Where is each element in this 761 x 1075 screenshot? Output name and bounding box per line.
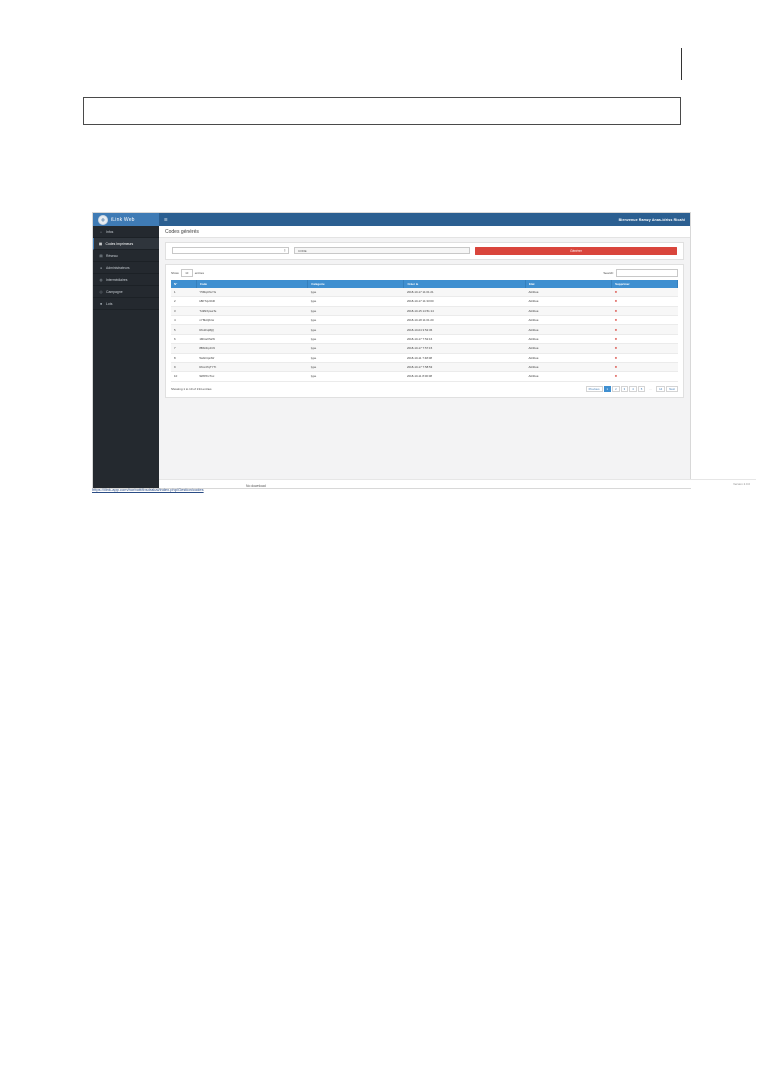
cell-date: 2018-10-17 11:01:21 (404, 288, 526, 297)
search-group (603, 269, 678, 277)
grid-icon: ▦ (98, 241, 103, 246)
cell-delete[interactable] (612, 362, 678, 371)
pagination-last-page[interactable]: 14 (656, 386, 665, 392)
cell-delete[interactable] (612, 344, 678, 353)
cell-code: 9WPrhcTuc (196, 372, 307, 381)
pagination-previous[interactable]: Previous (586, 386, 603, 392)
pagination-page-4[interactable]: 4 (629, 386, 637, 392)
cell-num: 5 (171, 325, 196, 334)
box-icon: ■ (99, 301, 103, 306)
trash-icon[interactable]: ✖ (614, 346, 618, 351)
cell-delete[interactable] (612, 288, 678, 297)
cell-code: nY8kUjKzw (196, 316, 307, 325)
sidebar-item-administrateurs[interactable] (93, 262, 159, 274)
entries-label: entries (194, 270, 205, 275)
table-row[interactable] (171, 372, 678, 381)
cell-state: Attribué (526, 362, 612, 371)
pagination-page-2[interactable]: 2 (612, 386, 620, 392)
table-row[interactable] (171, 288, 678, 297)
app-navbar (93, 213, 690, 226)
cell-delete[interactable] (612, 316, 678, 325)
user-icon: ● (99, 265, 103, 270)
cell-cat: type (308, 316, 404, 325)
trash-icon[interactable]: ✖ (614, 355, 618, 360)
col-header-cat[interactable]: Catégorie (308, 280, 404, 288)
cell-delete[interactable] (612, 372, 678, 381)
sidebar-item-codes-imprimeurs[interactable] (93, 238, 159, 250)
cell-code: 5w9crtpnMr (196, 353, 307, 362)
home-icon: ⌂ (99, 229, 103, 234)
cell-date: 2018-10-04 3:52:36 (404, 325, 526, 334)
table-row[interactable] (171, 334, 678, 343)
filter-row (166, 243, 683, 259)
cell-state: Attribué (526, 316, 612, 325)
generate-button[interactable]: Générer (475, 247, 677, 255)
pagination-next[interactable]: Next (666, 386, 678, 392)
pin-icon: ◎ (99, 289, 103, 294)
pagination-page-1[interactable]: 1 (604, 386, 612, 392)
globe-icon: ◍ (98, 215, 108, 225)
cell-state: Attribué (526, 306, 612, 315)
cell-code: 8BbCbpJC9 (196, 344, 307, 353)
table-controls (171, 269, 678, 277)
col-header-code[interactable]: Code (196, 280, 307, 288)
cell-cat: type (308, 362, 404, 371)
show-entries-value: 10 (185, 270, 189, 275)
cell-delete[interactable] (612, 297, 678, 306)
table-row[interactable] (171, 325, 678, 334)
cell-cat: type (308, 353, 404, 362)
cell-date: 2018-10-11 7:48:08 (404, 353, 526, 362)
table-row[interactable] (171, 362, 678, 371)
sidebar-item-label: Administrateurs (106, 265, 130, 270)
trash-icon[interactable]: ✖ (614, 365, 618, 370)
cell-num: 6 (171, 334, 196, 343)
cell-state: Attribué (526, 344, 612, 353)
status-note: No download (246, 484, 266, 488)
cell-code: RGx47qTYTt (196, 362, 307, 371)
hamburger-icon[interactable]: ☰ (164, 217, 168, 222)
status-url[interactable]: https://ilink-app.com/horbott/tbsdrakai/index.php/Gestion/codes (92, 487, 204, 492)
content-area (159, 226, 750, 488)
sidebar-item-reseau[interactable] (93, 250, 159, 262)
account-label[interactable]: Bienvenue Ramzy Anas-idriss Ricahi (618, 217, 685, 222)
cell-state: Attribué (526, 334, 612, 343)
browser-screenshot (92, 212, 750, 489)
cell-num: 7 (171, 344, 196, 353)
cell-state: Attribué (526, 353, 612, 362)
chevron-updown-icon: ⇕ (283, 248, 286, 253)
table-row[interactable] (171, 306, 678, 315)
cell-num: 10 (171, 372, 196, 381)
sidebar-item-intermediaires[interactable] (93, 274, 159, 286)
trash-icon[interactable]: ✖ (614, 308, 618, 313)
col-header-date[interactable]: Créer le (404, 280, 526, 288)
cell-date: 2018-10-18 11:01:20 (404, 316, 526, 325)
sidebar-item-infos[interactable] (93, 226, 159, 238)
trash-icon[interactable]: ✖ (614, 299, 618, 304)
trash-icon[interactable]: ✖ (614, 374, 618, 379)
cell-delete[interactable] (612, 334, 678, 343)
cell-delete[interactable] (612, 353, 678, 362)
cell-num: 4 (171, 316, 196, 325)
table-head (171, 280, 678, 288)
cell-num: 3 (171, 306, 196, 315)
trash-icon[interactable]: ✖ (614, 336, 618, 341)
sidebar-item-lots[interactable] (93, 298, 159, 310)
pagination-page-3[interactable]: 3 (621, 386, 629, 392)
footer-version: Version 2.0.0 (733, 482, 750, 486)
search-label: Search: (603, 270, 614, 275)
cell-num: 2 (171, 297, 196, 306)
cell-date: 2018-10-17 11:33:00 (404, 297, 526, 306)
page-title-bar (159, 226, 690, 238)
col-header-state[interactable]: Etat (526, 280, 612, 288)
table-panel (165, 264, 684, 398)
code-input-value: CODE (298, 248, 307, 253)
cell-date: 2018-10-15 14:51:14 (404, 306, 526, 315)
table-row[interactable] (171, 297, 678, 306)
cell-code: Tu9NXpwsTe (196, 306, 307, 315)
cell-state: Attribué (526, 297, 612, 306)
header-box (83, 97, 681, 125)
cell-code: 1MCaXS2Xi (196, 334, 307, 343)
cell-date: 2018-10-17 7:52:16 (404, 334, 526, 343)
cell-num: 8 (171, 353, 196, 362)
cell-cat: type (308, 334, 404, 343)
cell-delete[interactable] (612, 325, 678, 334)
sidebar-item-label: Réseau (106, 253, 118, 258)
cell-delete[interactable] (612, 306, 678, 315)
pagination (586, 386, 678, 392)
cell-code: RG1FqMjQ (196, 325, 307, 334)
show-label: Show (171, 270, 179, 275)
search-input[interactable] (616, 269, 678, 277)
table-body (171, 288, 678, 381)
trash-icon[interactable]: ✖ (614, 327, 618, 332)
category-select[interactable] (172, 247, 289, 254)
cell-code: k8KTqUzbR (196, 297, 307, 306)
showing-entries-label: Showing 1 to 10 of 134 entries (171, 386, 212, 391)
cell-date: 2018-10-11 8:00:08 (404, 372, 526, 381)
cell-num: 9 (171, 362, 196, 371)
table-footer (171, 386, 678, 392)
cell-code: Y5MqUhxYG (196, 288, 307, 297)
sidebar-item-label: Campagne (106, 289, 123, 294)
cell-state: Attribué (526, 372, 612, 381)
pagination-ellipsis: … (646, 386, 655, 392)
pagination-page-5[interactable]: 5 (638, 386, 646, 392)
chart-icon: ▤ (99, 253, 103, 258)
cell-cat: type (308, 297, 404, 306)
cell-state: Attribué (526, 325, 612, 334)
decorative-rule (681, 48, 682, 80)
show-entries-group (171, 269, 204, 277)
cell-cat: type (308, 306, 404, 315)
sidebar-item-label: Infos (106, 229, 114, 234)
codes-table (171, 280, 678, 382)
filter-panel (165, 242, 684, 260)
table-row[interactable] (171, 353, 678, 362)
users-icon: ◍ (99, 277, 103, 282)
cell-date: 2018-10-17 7:58:53 (404, 362, 526, 371)
brand[interactable] (93, 213, 159, 226)
sidebar-item-label: Codes Imprimeurs (105, 241, 134, 246)
sidebar-item-label: Intermédiaires (106, 277, 128, 282)
trash-icon[interactable]: ✖ (614, 318, 618, 323)
cell-date: 2018-10-17 7:57:15 (404, 344, 526, 353)
table-row[interactable] (171, 344, 678, 353)
cell-cat: type (308, 325, 404, 334)
trash-icon[interactable]: ✖ (614, 290, 618, 295)
code-input[interactable] (294, 247, 470, 254)
sidebar (93, 226, 159, 488)
col-header-num[interactable]: N° (171, 280, 196, 288)
cell-cat: type (308, 372, 404, 381)
cell-cat: type (308, 288, 404, 297)
show-entries-select[interactable] (181, 269, 193, 277)
cell-state: Attribué (526, 288, 612, 297)
cell-num: 1 (171, 288, 196, 297)
sidebar-item-label: Lots (106, 301, 113, 306)
page-title: Codes générés (165, 228, 199, 235)
cell-cat: type (308, 344, 404, 353)
col-header-del[interactable]: Supprimer (612, 280, 678, 288)
brand-label: iLink Web (111, 216, 135, 223)
sidebar-item-campagne[interactable] (93, 286, 159, 298)
table-row[interactable] (171, 316, 678, 325)
table-header-row (171, 280, 678, 288)
